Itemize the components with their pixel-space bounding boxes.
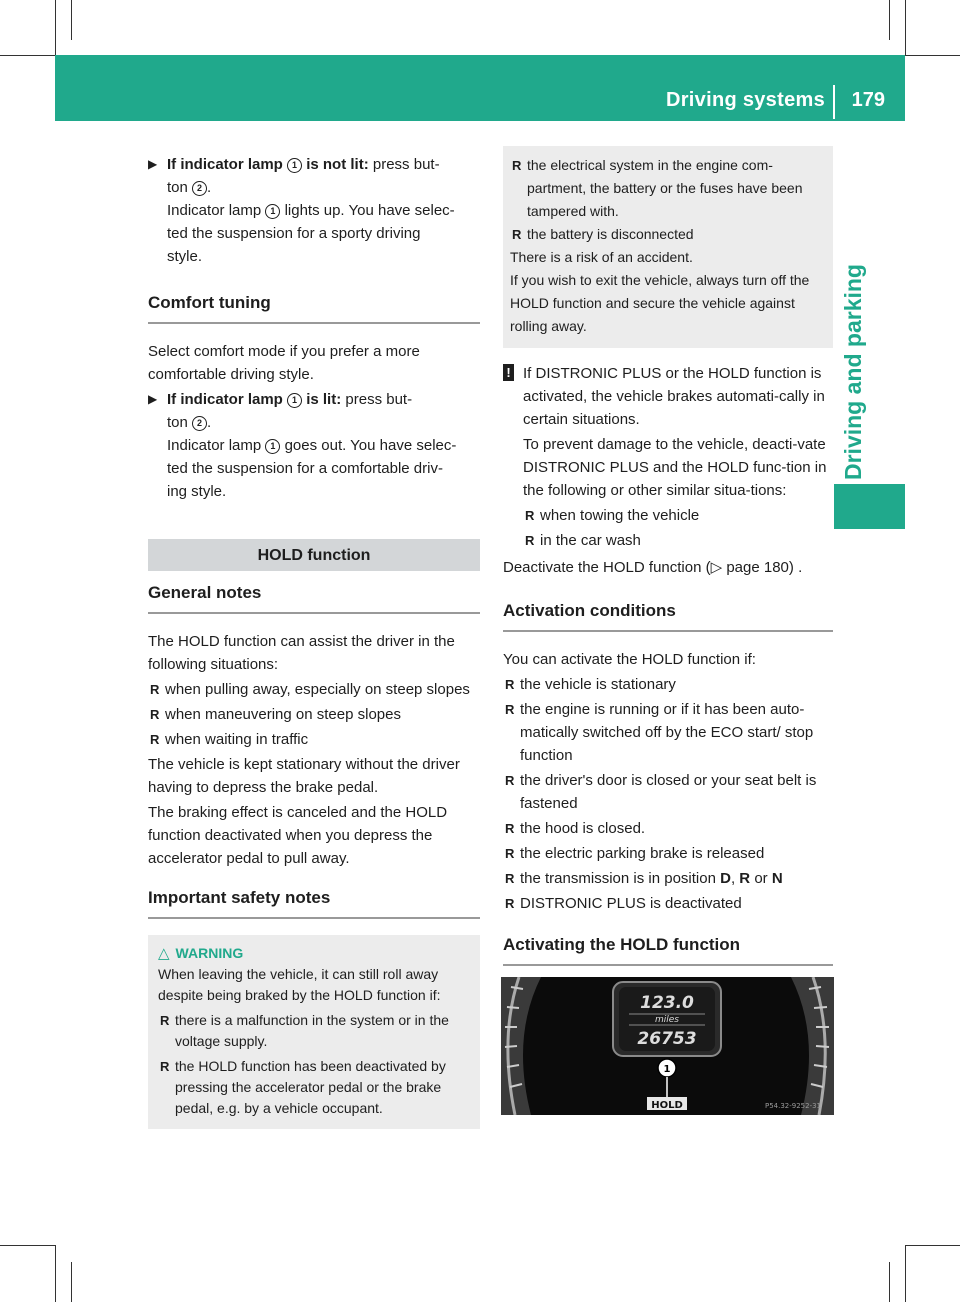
crop-mark (0, 1245, 55, 1246)
crop-mark (55, 0, 56, 55)
callout-1-icon: 1 (287, 158, 302, 173)
step-arrow-icon: ▶ (148, 392, 158, 406)
list-item: R when waiting in traffic (150, 731, 309, 748)
list-item: R the hood is closed. (505, 820, 646, 837)
general-intro: The HOLD function can assist the driver in the following situations: (148, 633, 455, 673)
page-header (55, 55, 905, 121)
page-reference-link[interactable]: page 180 (726, 559, 789, 576)
list-item: R there is a malfunction in the system or in the voltage supply. (160, 1012, 449, 1049)
damage-note: ! If DISTRONIC PLUS or the HOLD function is activated, the vehicle brakes automati-cally in certain situations. To prevent damage to the vehicle, deacti-vate DISTRONIC PLUS and the HOLD func-tion in the following or other similar situa-tions: R when towing the vehicle R in the car wash (503, 362, 833, 552)
comfort-intro: Select comfort mode if you prefer a more comfortable driving style. (148, 343, 420, 383)
trip-value: 123.0 (640, 993, 694, 1013)
safety-notes-heading: Important safety notes (148, 888, 331, 907)
general-paragraph: The braking effect is canceled and the HOLD function deactivated when you depress the accelerator pedal to pull away. (148, 804, 448, 867)
svg-text:HOLD: HOLD (651, 1100, 683, 1111)
callout-2-icon: 2 (192, 416, 207, 431)
list-item: R the electric parking brake is released (505, 845, 765, 862)
list-item: R the electrical system in the engine com-partment, the battery or the fuses have been tampered with. (512, 157, 803, 219)
page-ref-icon: ▷ (710, 559, 723, 576)
heading-rule (148, 917, 480, 919)
callout-1-icon: 1 (265, 204, 280, 219)
crop-mark (55, 1245, 56, 1302)
step-condition: is not lit: (306, 156, 369, 173)
chapter-label: Driving and parking (840, 264, 866, 480)
page-number: 179 (851, 89, 885, 111)
comfort-mode-step: ▶ If indicator lamp 1 is lit: press but- ton 2 . Indicator lamp 1 goes out. You have selec- ted the suspension for a comfortable driv- ing style. (148, 388, 480, 503)
crop-mark (905, 1245, 960, 1246)
chapter-marker (834, 484, 905, 529)
general-paragraph: The vehicle is kept stationary without the driver having to depress the brake pedal. (148, 756, 460, 796)
general-notes-heading: General notes (148, 583, 262, 602)
heading-rule (148, 322, 480, 324)
deactivate-text: Deactivate the HOLD function (▷ page 180) . (503, 559, 803, 576)
crop-mark (71, 0, 72, 40)
list-item: R when pulling away, especially on steep slopes (150, 681, 470, 698)
odometer-value: 26753 (637, 1029, 697, 1049)
step-lead: If indicator lamp (167, 156, 283, 173)
callout-1-icon: 1 (287, 393, 302, 408)
crop-mark (905, 1245, 906, 1302)
comfort-tuning-heading: Comfort tuning (148, 293, 271, 312)
distance-unit: miles (655, 1015, 679, 1025)
crop-mark (889, 0, 890, 40)
activating-hold-heading: Activating the HOLD function (503, 935, 741, 954)
section-title: Driving systems (665, 89, 825, 111)
cluster-illustration (501, 977, 834, 1115)
warning-box-continued: R the electrical system in the engine com-partment, the battery or the fuses have been tampered with. R the battery is disconnected There is a risk of an accident. If you wish to exit the vehicle, always turn off the HOLD function and secure the vehicle against rolling away. (503, 146, 833, 348)
header-divider (833, 85, 835, 119)
list-item: R when maneuvering on steep slopes (150, 706, 401, 723)
activation-conditions-heading: Activation conditions (503, 601, 676, 620)
crop-mark (905, 55, 960, 56)
crop-mark (905, 0, 906, 55)
sport-mode-step: ▶ If indicator lamp 1 is not lit: press but- ton 2 . Indicator lamp 1 lights up. You have selec- ted the suspension for a sporty driving style. (148, 153, 480, 268)
list-item: R when towing the vehicle (525, 507, 700, 524)
heading-rule (503, 630, 833, 632)
caution-icon: ! (503, 364, 514, 381)
step-arrow-icon: ▶ (148, 157, 158, 171)
list-item: R the HOLD function has been deactivated by pressing the accelerator pedal or the brake pedal, e.g. by a vehicle occupant. (160, 1058, 446, 1116)
warning-triangle-icon: △ (158, 945, 170, 962)
activation-intro: You can activate the HOLD function if: (503, 651, 756, 668)
heading-rule (148, 612, 480, 614)
crop-mark (889, 1262, 890, 1302)
list-item: R the battery is disconnected (512, 226, 694, 242)
crop-mark (0, 55, 55, 56)
warning-box: △ WARNING When leaving the vehicle, it can still roll away despite being braked by the HOLD function if: R there is a malfunction in the system or in the voltage supply. R the HOLD function has been deactivated by pressing the accelerator pedal or the brake pedal, e.g. by a vehicle occupant. (148, 935, 480, 1129)
svg-text:1: 1 (663, 1064, 671, 1075)
heading-rule (503, 964, 833, 966)
list-item: R in the car wash (525, 532, 641, 549)
hold-function-heading: HOLD function (148, 539, 480, 571)
callout-1-icon: 1 (265, 439, 280, 454)
figure-code: P54.32-9252-31 (764, 1102, 822, 1110)
instrument-cluster-figure (501, 977, 834, 1115)
list-item: R the transmission is in position D, R or N (505, 870, 783, 887)
crop-mark (71, 1262, 72, 1302)
right-column (503, 146, 833, 982)
callout-2-icon: 2 (192, 181, 207, 196)
left-column (148, 153, 480, 1129)
list-item: R the vehicle is stationary (505, 676, 676, 693)
list-item: R the engine is running or if it has been auto-matically switched off by the ECO start/ stop function (505, 701, 814, 764)
list-item: R the driver's door is closed or your seat belt is fastened (505, 772, 817, 812)
warning-text: When leaving the vehicle, it can still roll away despite being braked by the HOLD function if: (158, 966, 441, 1003)
list-item: R DISTRONIC PLUS is deactivated (505, 895, 742, 912)
